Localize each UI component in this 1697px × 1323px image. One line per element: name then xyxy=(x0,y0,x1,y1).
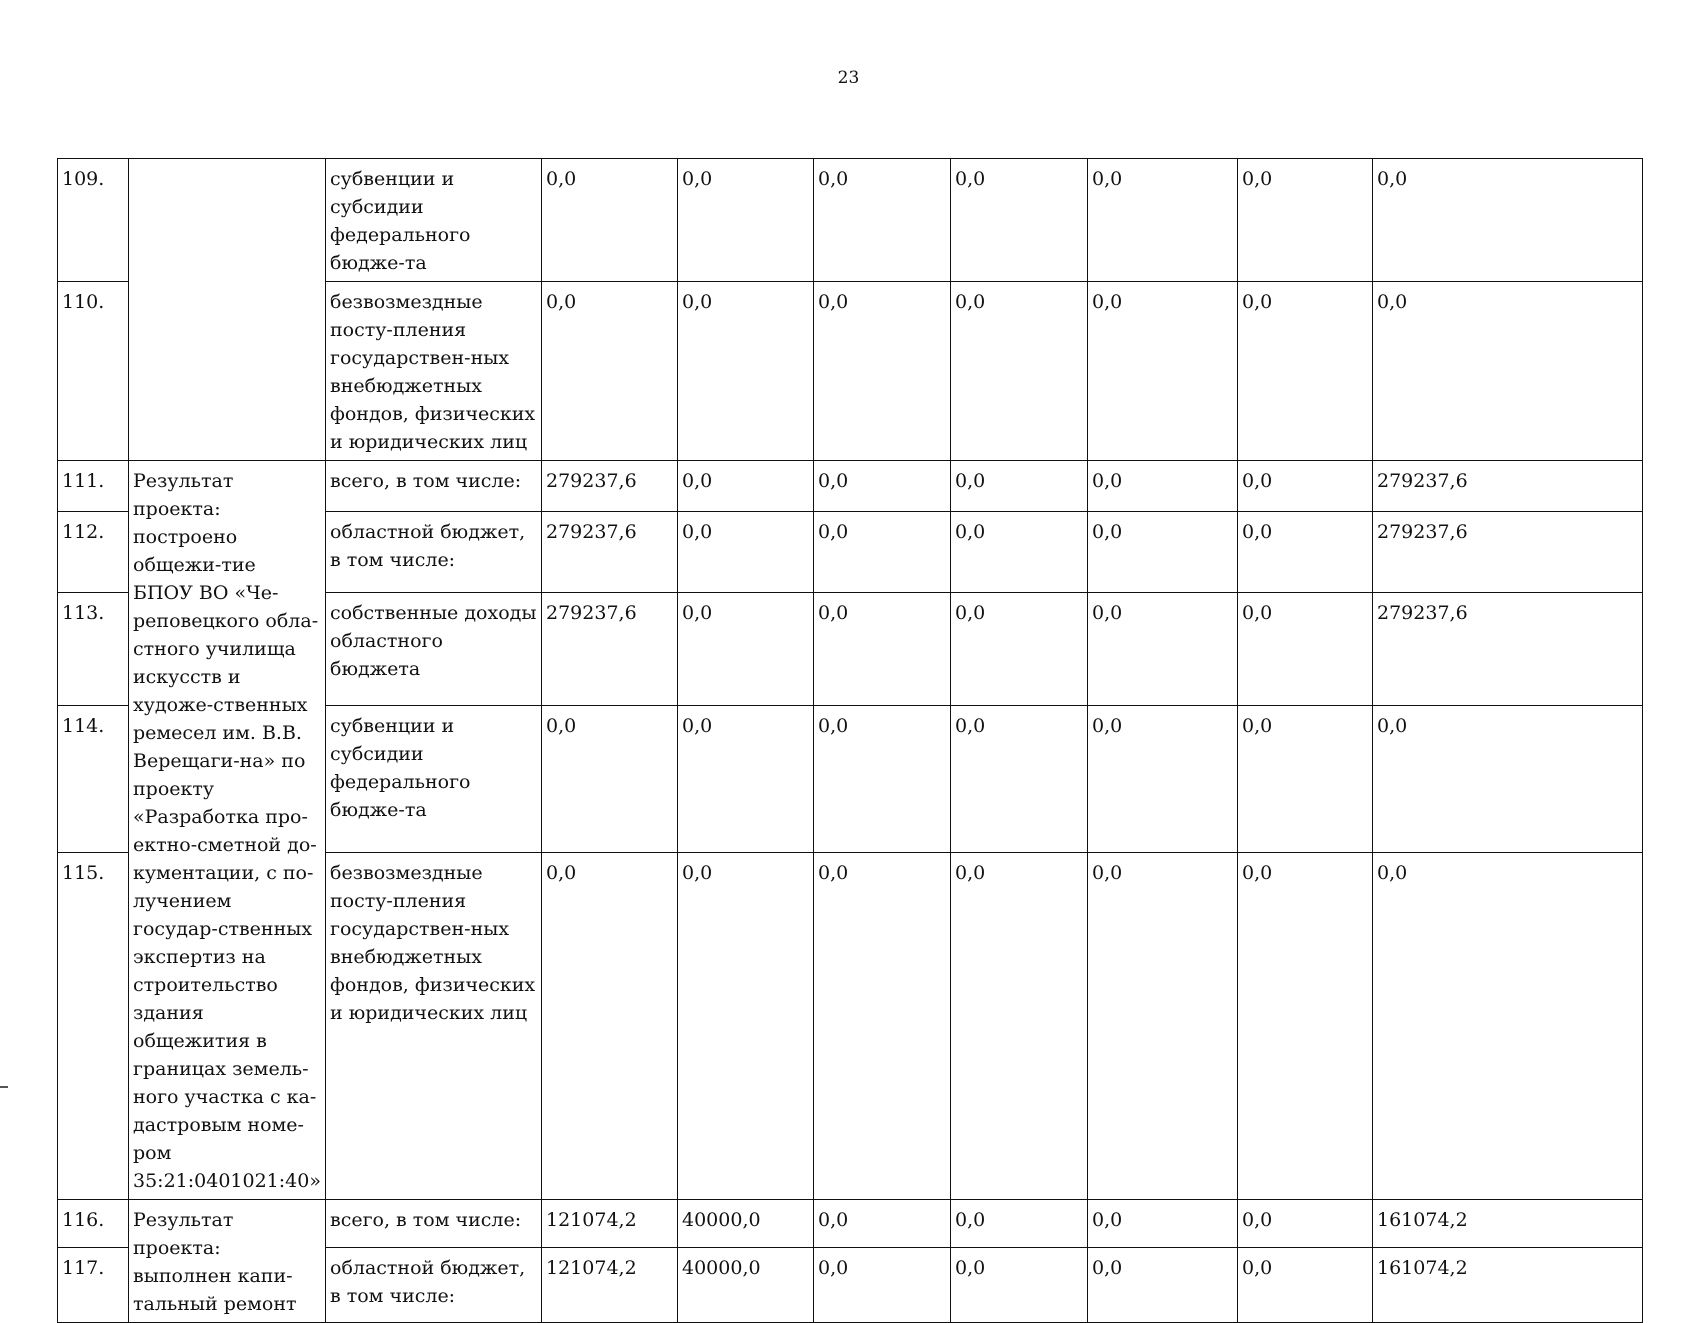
amount-cell: 40000,0 xyxy=(678,1247,814,1322)
table-row xyxy=(58,1200,1643,1248)
amount-cell: 279237,6 xyxy=(1373,592,1643,706)
amount-cell: 0,0 xyxy=(951,1200,1088,1248)
amount-cell: 0,0 xyxy=(678,592,814,706)
amount-cell: 161074,2 xyxy=(1373,1247,1643,1322)
funding-source: собственные доходы областного бюджета xyxy=(326,592,542,706)
amount-cell: 0,0 xyxy=(1238,853,1373,1200)
row-number: 116. xyxy=(58,1200,129,1248)
amount-cell: 0,0 xyxy=(542,853,678,1200)
amount-cell: 0,0 xyxy=(1088,512,1238,592)
amount-cell: 0,0 xyxy=(951,159,1088,282)
row-number: 117. xyxy=(58,1247,129,1322)
budget-table xyxy=(57,158,1643,1323)
row-number: 115. xyxy=(58,853,129,1200)
amount-cell: 0,0 xyxy=(542,706,678,853)
amount-cell: 0,0 xyxy=(678,461,814,512)
amount-cell: 0,0 xyxy=(1373,159,1643,282)
amount-cell: 0,0 xyxy=(1088,461,1238,512)
amount-cell: 40000,0 xyxy=(678,1200,814,1248)
funding-source: всего, в том числе: xyxy=(326,1200,542,1248)
amount-cell: 0,0 xyxy=(1238,1200,1373,1248)
amount-cell: 0,0 xyxy=(1238,592,1373,706)
amount-cell: 0,0 xyxy=(1238,282,1373,461)
row-number: 111. xyxy=(58,461,129,512)
amount-cell: 0,0 xyxy=(1088,159,1238,282)
funding-source: всего, в том числе: xyxy=(326,461,542,512)
row-number: 109. xyxy=(58,159,129,282)
amount-cell: 0,0 xyxy=(542,159,678,282)
amount-cell: 0,0 xyxy=(951,512,1088,592)
amount-cell: 0,0 xyxy=(542,282,678,461)
amount-cell: 0,0 xyxy=(1238,1247,1373,1322)
amount-cell: 0,0 xyxy=(1373,853,1643,1200)
amount-cell: 0,0 xyxy=(814,461,951,512)
amount-cell: 0,0 xyxy=(678,159,814,282)
result-empty-cell xyxy=(129,159,326,461)
amount-cell: 0,0 xyxy=(678,706,814,853)
amount-cell: 0,0 xyxy=(814,1247,951,1322)
amount-cell: 279237,6 xyxy=(542,512,678,592)
amount-cell: 0,0 xyxy=(1238,512,1373,592)
page-number: 23 xyxy=(837,68,860,88)
amount-cell: 0,0 xyxy=(1088,1200,1238,1248)
table-row xyxy=(58,461,1643,512)
project-result-repair: Результат проекта: выполнен капи-тальный ремонт xyxy=(129,1200,326,1323)
amount-cell: 279237,6 xyxy=(542,461,678,512)
amount-cell: 0,0 xyxy=(678,282,814,461)
table-row xyxy=(58,159,1643,282)
amount-cell: 0,0 xyxy=(1238,706,1373,853)
amount-cell: 0,0 xyxy=(814,512,951,592)
funding-source: субвенции и субсидии федерального бюдже-та xyxy=(326,706,542,853)
amount-cell: 0,0 xyxy=(814,592,951,706)
funding-source: субвенции и субсидии федерального бюдже-та xyxy=(326,159,542,282)
funding-source: областной бюджет, в том числе: xyxy=(326,1247,542,1322)
amount-cell: 0,0 xyxy=(951,282,1088,461)
amount-cell: 0,0 xyxy=(1373,282,1643,461)
amount-cell: 0,0 xyxy=(1238,461,1373,512)
amount-cell: 0,0 xyxy=(1088,853,1238,1200)
amount-cell: 279237,6 xyxy=(1373,461,1643,512)
amount-cell: 0,0 xyxy=(678,512,814,592)
funding-source: областной бюджет, в том числе: xyxy=(326,512,542,592)
amount-cell: 121074,2 xyxy=(542,1200,678,1248)
amount-cell: 121074,2 xyxy=(542,1247,678,1322)
amount-cell: 0,0 xyxy=(1088,1247,1238,1322)
amount-cell: 0,0 xyxy=(814,1200,951,1248)
amount-cell: 0,0 xyxy=(1088,592,1238,706)
row-number: 113. xyxy=(58,592,129,706)
amount-cell: 0,0 xyxy=(1373,706,1643,853)
funding-source: безвозмездные посту-пления государствен-ных внебюджетных фондов, физических и юридических лиц xyxy=(326,282,542,461)
row-number: 112. xyxy=(58,512,129,592)
project-result-dormitory: Результат проекта: построено общежи-тие БПОУ ВО «Че-реповецкого обла-стного училища искусств и художе-ственных ремесел им. В.В. Верещаги-на» по проекту «Разработка про-ектно-сметной до-кументации, с по-лучением государ-ственных экспертиз на строительство здания общежития в границах земель-ного участка с ка-дастровым номе-ром 35:21:0401021:40» xyxy=(129,461,326,1200)
amount-cell: 0,0 xyxy=(678,853,814,1200)
amount-cell: 0,0 xyxy=(1088,282,1238,461)
funding-source: безвозмездные посту-пления государствен-ных внебюджетных фондов, физических и юридических лиц xyxy=(326,853,542,1200)
row-number: 114. xyxy=(58,706,129,853)
amount-cell: 0,0 xyxy=(814,706,951,853)
amount-cell: 0,0 xyxy=(951,592,1088,706)
amount-cell: 279237,6 xyxy=(542,592,678,706)
amount-cell: 0,0 xyxy=(1088,706,1238,853)
amount-cell: 0,0 xyxy=(814,159,951,282)
amount-cell: 0,0 xyxy=(951,461,1088,512)
amount-cell: 0,0 xyxy=(814,282,951,461)
amount-cell: 0,0 xyxy=(951,853,1088,1200)
amount-cell: 0,0 xyxy=(951,706,1088,853)
scan-edge-mark xyxy=(0,1086,8,1088)
amount-cell: 0,0 xyxy=(814,853,951,1200)
row-number: 110. xyxy=(58,282,129,461)
amount-cell: 161074,2 xyxy=(1373,1200,1643,1248)
amount-cell: 279237,6 xyxy=(1373,512,1643,592)
amount-cell: 0,0 xyxy=(951,1247,1088,1322)
amount-cell: 0,0 xyxy=(1238,159,1373,282)
